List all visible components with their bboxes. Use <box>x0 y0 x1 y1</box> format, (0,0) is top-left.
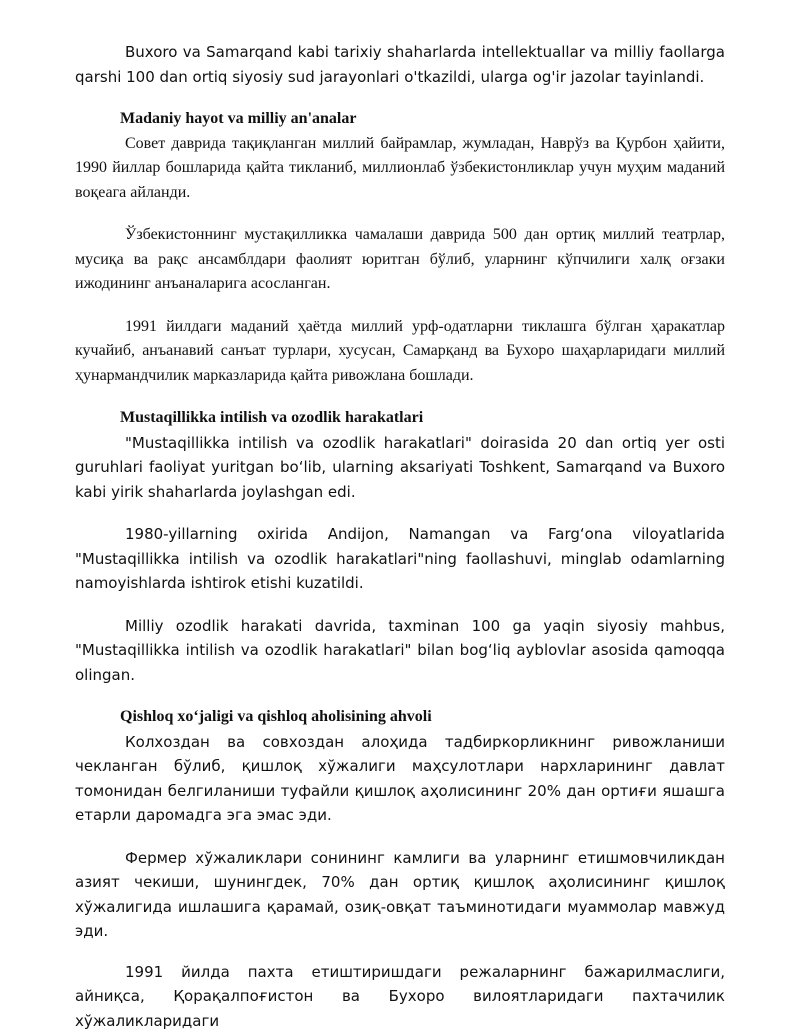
paragraph: Совет даврида тақиқланган миллий байрамлар, жумладан, Наврўз ва Қурбон ҳайити, 1990 йиллар бошларида қайта тикланиб, миллионлаб ўзбекистонликлар учун муҳим маданий воқеага айланди. <box>75 134 725 201</box>
paragraph: Buxoro va Samarqand kabi tarixiy shaharlarda intellektuallar va milliy faollarga qarshi 100 dan ortiq siyosiy sud jarayonlari o'tkazildi, ularga og'ir jazolar tayinlandi. <box>75 43 725 86</box>
paragraph: Фермер хўжаликлари сонининг камлиги ва уларнинг етишмовчиликдан азият чекиши, шунингдек, 70% дан ортиқ қишлоқ аҳолисининг қишлоқ хўжалигида ишлашига қарамай, озиқ-овқат таъминотидаги муаммолар мавжуд эди. <box>75 848 725 940</box>
paragraph: Milliy ozodlik harakati davrida, taxminan 100 ga yaqin siyosiy mahbus, "Mustaqillikka intilish va ozodlik harakatlari" bilan bog‘liq ayblovlar asosida qamoqqa olingan. <box>75 616 725 684</box>
section-heading: Mustaqillikka intilish va ozodlik harakatlari <box>120 409 424 426</box>
section-heading: Qishloq xo‘jaligi va qishloq aholisining ahvoli <box>120 708 432 725</box>
paragraph: 1980-yillarning oxirida Andijon, Namangan va Farg‘ona viloyatlarida "Mustaqillikka intilish va ozodlik harakatlari"ning faollashuvi, minglab odamlarning namoyishlarda ishtirok etishi kuzatildi. <box>75 525 725 592</box>
document-page <box>75 40 725 1033</box>
paragraph: Колхоздан ва совхоздан алоҳида тадбиркорликнинг ривожланиши чекланган бўлиб, қишлоқ хўжалиги маҳсулотлари нархларининг давлат томонидан белгиланиши туфайли қишлоқ аҳолисининг 20% дан ортиғи яшашга етарли даромадга эга эмас эди. <box>75 732 725 824</box>
section-heading: Madaniy hayot va milliy an'analar <box>120 110 357 127</box>
paragraph: 1991 йилдаги маданий ҳаётда миллий урф-одатларни тиклашга бўлган ҳаракатлар кучайиб, анъанавий санъат турлари, хусусан, Самарқанд ва Бухоро шаҳарларидаги миллий ҳунармандчилик марказларида қайта ривожлана бошлади. <box>75 317 725 384</box>
paragraph: Ўзбекистоннинг мустақилликка чамалаши даврида 500 дан ортиқ миллий театрлар, мусиқа ва рақс ансамблдари фаолият юритган бўлиб, уларнинг кўпчилиги халқ оғзаки ижодининг анъаналарига асосланган. <box>75 226 725 292</box>
paragraph: "Mustaqillikka intilish va ozodlik harakatlari" doirasida 20 dan ortiq yer osti guruhlari faoliyat yuritgan bo‘lib, ularning aksariyati Toshkent, Samarqand va Buxoro kabi yirik shaharlarda joylashgan edi. <box>75 433 725 501</box>
paragraph: 1991 йилда пахта етиштиришдаги режаларнинг бажарилмаслиги, айниқса, Қорақалпоғистон ва Бухоро вилоятларидаги пахтачилик хўжаликларидаги <box>75 962 725 1030</box>
